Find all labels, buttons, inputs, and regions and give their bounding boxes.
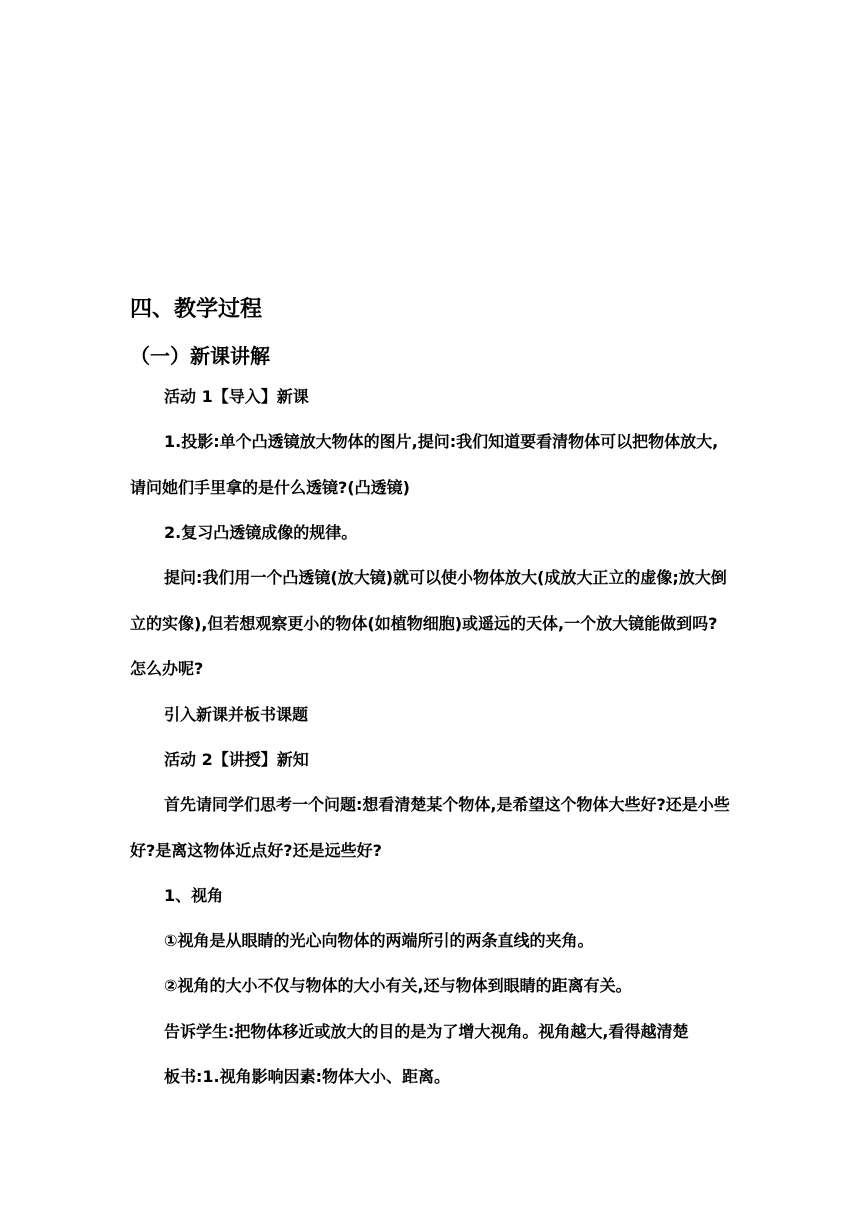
paragraph-think: 首先请同学们思考一个问题:想看清楚某个物体,是希望这个物体大些好?还是小些好?是离这物体近点好?还是远些好?: [130, 795, 730, 860]
section-visual-angle-title: 1、视角: [164, 886, 224, 905]
paragraph-projection: 1.投影:单个凸透镜放大物体的图片,提问:我们知道要看清物体可以把物体放大,请问她们手里拿的是什么透镜?(凸透镜): [130, 432, 719, 497]
paragraph-question: 提问:我们用一个凸透镜(放大镜)就可以使小物体放大(成放大正立的虚像;放大倒立的实像),但若想观察更小的物体(如植物细胞)或遥远的天体,一个放大镜能做到吗?怎么办呢?: [130, 568, 727, 678]
section-heading: 四、教学过程: [130, 297, 263, 322]
activity-2-title: 活动 2【讲授】新知: [164, 750, 309, 769]
paragraph-board-note: 板书:1.视角影响因素:物体大小、距离。: [164, 1067, 451, 1086]
paragraph-tell-students: 告诉学生:把物体移近或放大的目的是为了增大视角。视角越大,看得越清楚: [164, 1022, 689, 1041]
activity-1-title: 活动 1【导入】新课: [164, 387, 309, 406]
paragraph-review: 2.复习凸透镜成像的规律。: [164, 523, 358, 542]
item-definition: ①视角是从眼睛的光心向物体的两端所引的两条直线的夹角。: [164, 931, 594, 950]
subsection-heading: （一）新课讲解: [130, 344, 270, 368]
paragraph-intro-new-lesson: 引入新课并板书课题: [164, 705, 309, 724]
item-factors: ②视角的大小不仅与物体的大小有关,还与物体到眼睛的距离有关。: [164, 976, 632, 995]
